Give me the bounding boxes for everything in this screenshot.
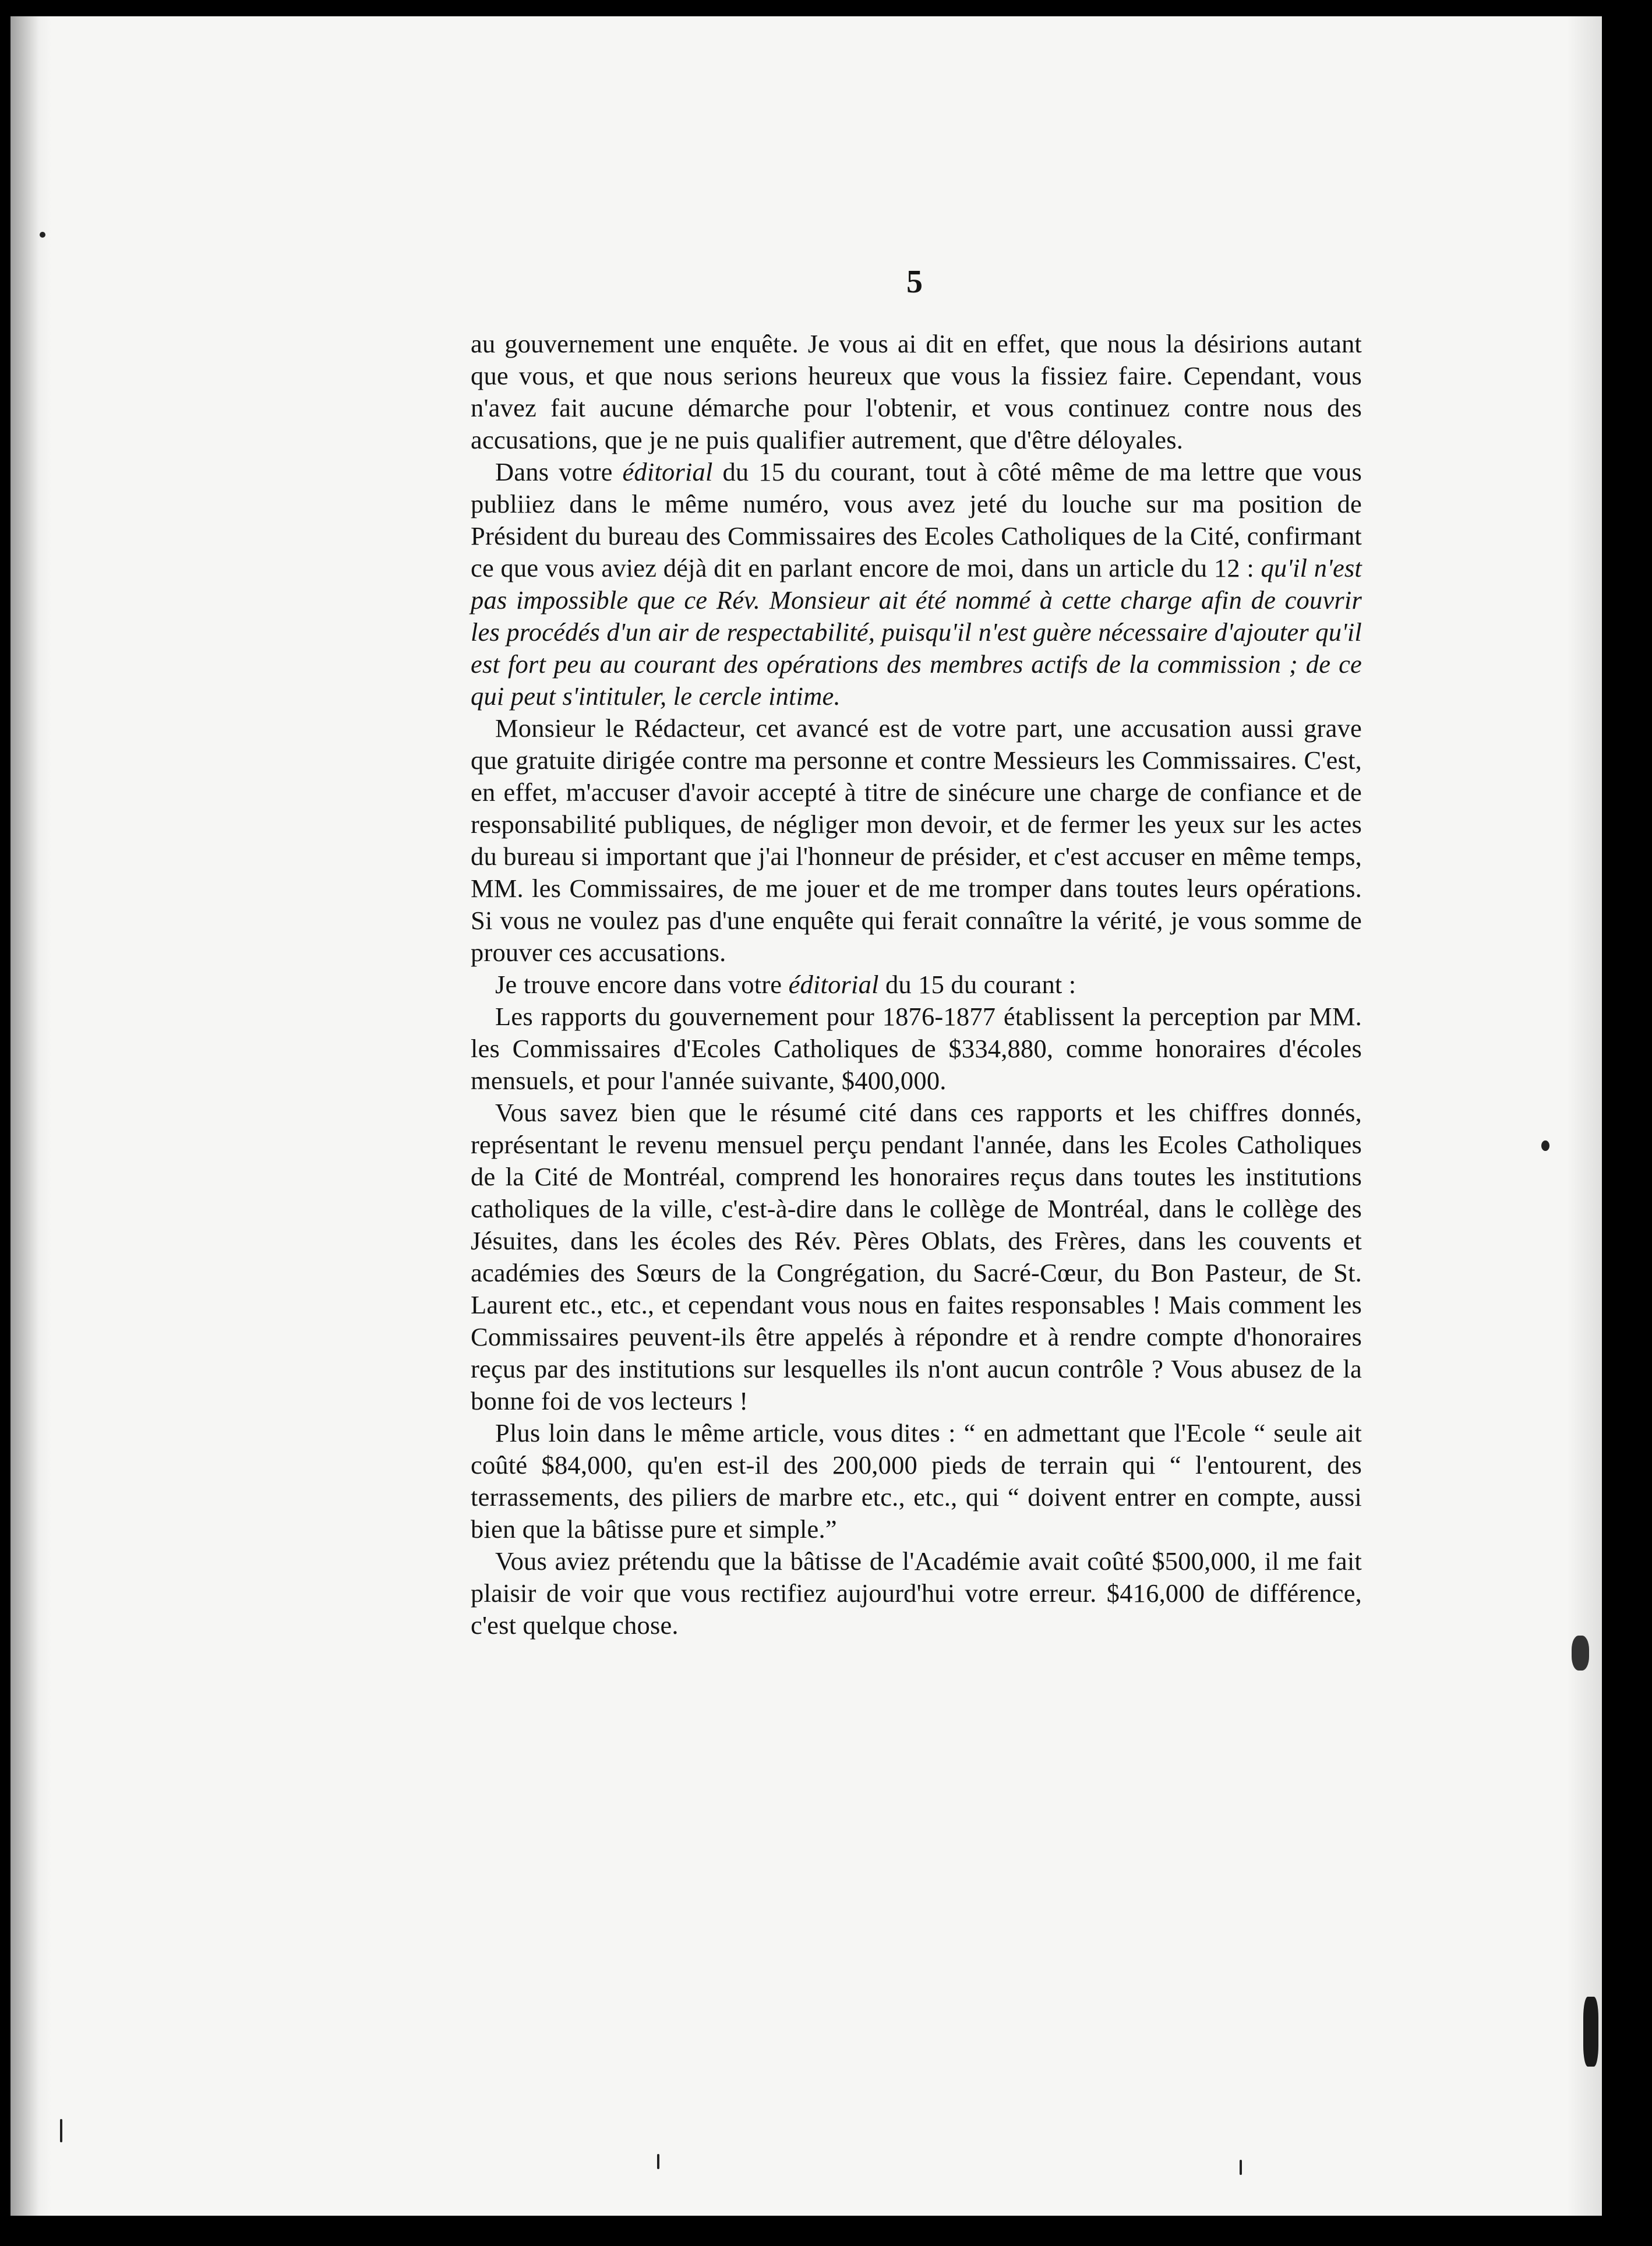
binding-shadow — [10, 16, 51, 2216]
paragraph-3: Monsieur le Rédacteur, cet avancé est de votre part, une accusation aussi grave que gratuite dirigée contre ma personne et contre Messieurs les Commissaires. C'est, en effet, m'accuser d'avoir accepté à titre de sinécure une charge de confiance et de responsabilité publiques, de négliger mon devoir, et de fermer les yeux sur les actes du bureau si important que j'ai l'honneur de présider, et c'est accuser en même temps, MM. les Commissaires, de me jouer et de me tromper dans toutes leurs opérations. Si vous ne voulez pas d'une enquête qui ferait connaître la vérité, je vous somme de prouver ces accusations. — [471, 714, 1362, 967]
paragraph-5: Les rapports du gouvernement pour 1876-1877 établissent la perception par MM. les Commissaires d'Ecoles Catholiques de $334,880, comme honoraires d'écoles mensuels, et pour l'année suivante, $400,000. — [471, 1002, 1362, 1095]
scan-speck — [1583, 1997, 1598, 2067]
paragraph-8: Vous aviez prétendu que la bâtisse de l'Académie avait coûté $500,000, il me fait plaisir de voir que vous rectifiez aujourd'hui votre erreur. $416,000 de différence, c'est quelque chose. — [471, 1546, 1362, 1640]
paragraph-2 — [471, 456, 1362, 712]
scan-speck — [657, 2154, 659, 2169]
paragraph-4-italic: éditorial — [788, 970, 879, 999]
scan-speck — [1572, 1636, 1589, 1671]
paragraph-4-text-b: du 15 du courant : — [878, 970, 1076, 999]
document-page — [10, 16, 1602, 2216]
scan-speck — [40, 232, 45, 238]
scan-speck — [60, 2119, 62, 2142]
paragraph-2-italic-quote: qu'il n'est pas impossible que ce Rév. Monsieur ait été nommé à cette charge afin de couvrir les procédés d'un air de respectabilité, puisqu'il n'est guère nécessaire d'ajouter qu'il est fort peu au courant des opérations des membres actifs de la commission ; de ce qui peut s'intituler, le cercle intime. — [471, 553, 1362, 711]
scan-speck — [1240, 2160, 1242, 2175]
paragraph-1: au gouvernement une enquête. Je vous ai dit en effet, que nous la désirions autant que vous, et que nous serions heureux que vous la fissiez faire. Cependant, vous n'avez fait aucune démarche pour l'obtenir, et vous continuez contre nous des accusations, que je ne puis qualifier autrement, que d'être déloyales. — [471, 329, 1362, 454]
body-text — [471, 328, 1362, 1641]
paragraph-6: Vous savez bien que le résumé cité dans ces rapports et les chiffres donnés, représentant le revenu mensuel perçu pendant l'année, dans les Ecoles Catholiques de la Cité de Montréal, comprend les honoraires reçus dans toutes les institutions catholiques de la ville, c'est-à-dire dans le collège de Montréal, dans le collège des Jésuites, dans les écoles des Rév. Pères Oblats, des Frères, dans les couvents et académies des Sœurs de la Congrégation, du Sacré-Cœur, du Bon Pasteur, de St. Laurent etc., etc., et cependant vous nous en faites responsables ! Mais comment les Commissaires peuvent-ils être appelés à répondre et à rendre compte d'honoraires reçus par des institutions sur lesquelles ils n'ont aucun contrôle ? Vous abusez de la bonne foi de vos lecteurs ! — [471, 1098, 1362, 1415]
paragraph-2-italic-a: éditorial — [622, 457, 713, 486]
scan-speck — [1541, 1140, 1549, 1151]
page-number: 5 — [906, 264, 923, 300]
paragraph-7: Plus loin dans le même article, vous dites : “ en admettant que l'Ecole “ seule ait coûté $84,000, qu'en est-il des 200,000 pieds de terrain qui “ l'entourent, des terrassements, des piliers de marbre etc., etc., qui “ doivent entrer en compte, aussi bien que la bâtisse pure et simple.” — [471, 1418, 1362, 1544]
paragraph-4 — [471, 969, 1362, 1001]
paragraph-4-text-a: Je trouve encore dans votre — [495, 970, 789, 999]
paragraph-2-text-b: du 15 du courant, tout à côté même de ma lettre que vous publiiez dans le même numéro, vous avez jeté du louche sur ma position de Président du bureau des Commissaires des Ecoles Catholiques de la Cité, confirmant ce que vous aviez déjà dit en parlant encore de moi, dans un article du 12 : — [471, 457, 1362, 582]
page-edge — [1567, 16, 1602, 2216]
paragraph-2-text-a: Dans votre — [495, 457, 623, 486]
